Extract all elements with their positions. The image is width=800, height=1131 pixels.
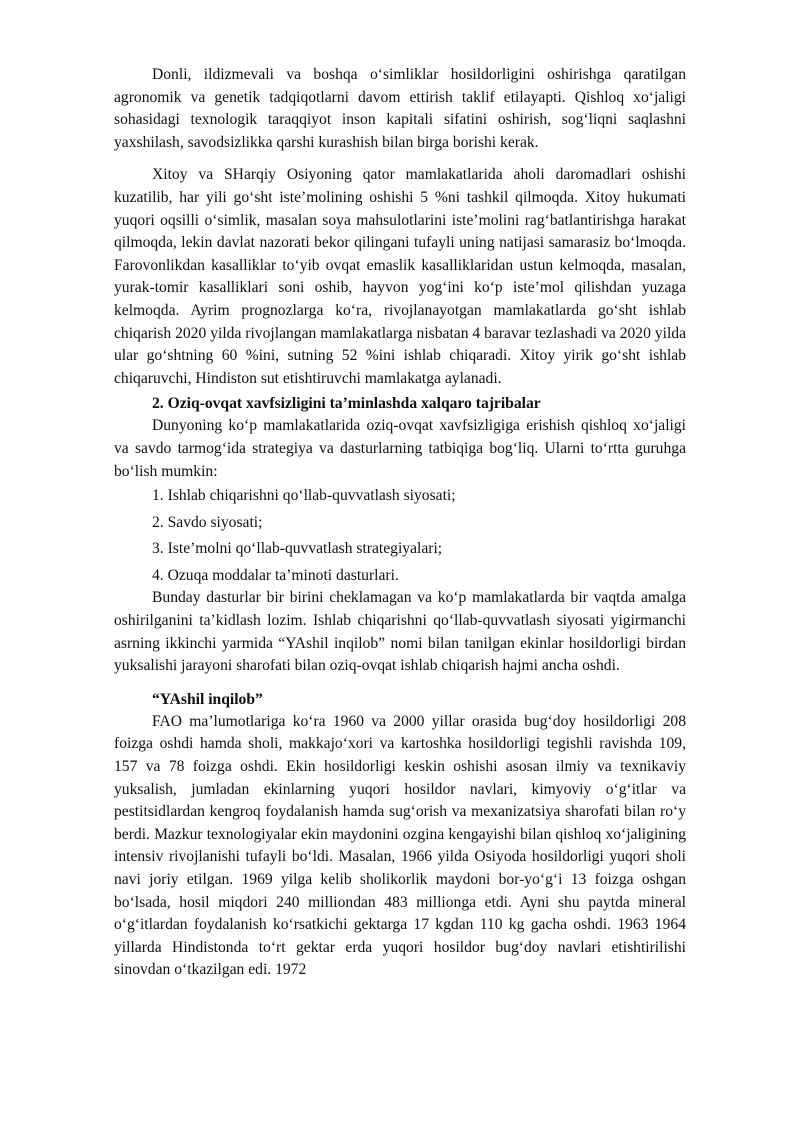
list-item: 4. Ozuqa moddalar ta’minoti dasturlari. (152, 566, 399, 584)
list-item: 3. Iste’molni qo‘llab-quvvatlash strategiyalari; (152, 540, 443, 558)
list-item: 1. Ishlab chiqarishni qo‘llab-quvvatlash siyosati; (152, 487, 456, 505)
paragraph-programs: Bunday dasturlar bir birini cheklamagan va ko‘p mamlakatlarda bir vaqtda amalga oshirilganini ta’kidlash lozim. Ishlab chiqarishni qo‘llab-quvvatlash siyosati yigirmanchi asrning ikkinchi yarmida “YAshil inqilob” nomi bilan tanilgan ekinlar hosildorligi birdan yuksalishi jarayoni sharofati bilan oziq-ovqat ishlab chiqarish hajmi ancha oshdi. (114, 589, 686, 675)
section-intro: Dunyoning ko‘p mamlakatlarida oziq-ovqat xavfsizligiga erishish qishloq xo‘jaligi va savdo tarmog‘ida strategiya va dasturlarning tatbiqiga bog‘liq. Ularni to‘rtta guruhga bo‘lish mumkin: (114, 417, 686, 480)
paragraph-east-asia-meat: Xitoy va SHarqiy Osiyoning qator mamlakatlarida aholi daromadlari oshishi kuzatilib, har yili go‘sht iste’molining oshishi 5 %ni tashkil qilmoqda. Xitoy hukumati yuqori oqsilli o‘simlik, masalan soya mahsulotlarini iste’molini rag‘batlantirishga harakat qilmoqda, lekin davlat nazorati bekor qilingani tufayli uning natijasi samarasiz bo‘lmoqda. Farovonlikdan kasalliklar to‘yib ovqat emaslik kasalliklaridan ustun kelmoqda, masalan, yurak-tomir kasalliklari soni oshib, hayvon yog‘ini ko‘p iste’mol qilishdan yuzaga kelmoqda. Ayrim prognozlarga ko‘ra, rivojlanayotgan mamlakatlarda go‘sht ishlab chiqarish 2020 yilda rivojlangan mamlakatlarga nisbatan 4 baravar tezlashadi va 2020 yilda ular go‘shtning 60 %ini, sutning 52 %ini ishlab chiqaradi. Xitoy yirik go‘sht ishlab chiqaruvchi, Hindiston sut etishtiruvchi mamlakatga aylanadi. (114, 166, 686, 387)
section-heading: 2. Oziq-ovqat xavfsizligini ta’minlashda xalqaro tajribalar (152, 395, 541, 413)
subheading-green-revolution: “YAshil inqilob” (152, 690, 263, 708)
document-page (114, 64, 686, 992)
list-item: 2. Savdo siyosati; (152, 513, 263, 531)
policy-list (114, 485, 686, 587)
paragraph-fao-data: FAO ma’lumotlariga ko‘ra 1960 va 2000 yillar orasida bug‘doy hosildorligi 208 foizga oshdi hamda sholi, makkajo‘xori va kartoshka hosildorligi tegishli ravishda 109, 157 va 78 foizga oshdi. Ekin hosildorligi keskin oshishi asosan ilmiy va texnikaviy yuksalish, jumladan ekinlarning yuqori hosildor navlari, kimyoviy o‘g‘itlar va pestitsidlardan kengroq foydalanish hamda sug‘orish va mexanizatsiya sharofati bilan ro‘y berdi. Mazkur texnologiyalar ekin maydonini ozgina kengayishi bilan qishloq xo‘jaligining intensiv rivojlanishi tufayli bo‘ldi. Masalan, 1966 yilda Osiyoda hosildorligi yuqori sholi navi joriy etilgan. 1969 yilga kelib sholikorlik maydoni bor-yo‘g‘i 13 foizga oshgan bo‘lsada, hosil miqdori 240 milliondan 483 millionga etdi. Ayni shu paytda mineral o‘g‘itlardan foydalanish ko‘rsatkichi gektarga 17 kgdan 110 kg gacha oshdi. 1963 1964 yillarda Hindistonda to‘rt gektar erda yuqori hosildor bug‘doy navlari etishtirilishi sinovdan o‘tkazilgan edi. 1972 (114, 712, 686, 979)
paragraph-crop-research: Donli, ildizmevali va boshqa o‘simliklar hosildorligini oshirishga qaratilgan agronomik va genetik tadqiqotlarni davom ettirish taklif etilayapti. Qishloq xo‘jaligi sohasidagi texnologik taraqqiyot inson kapitali sifatini oshirish, sog‘liqni saqlashni yaxshilash, savodsizlikka qarshi kurashish bilan birga borishi kerak. (114, 66, 686, 151)
